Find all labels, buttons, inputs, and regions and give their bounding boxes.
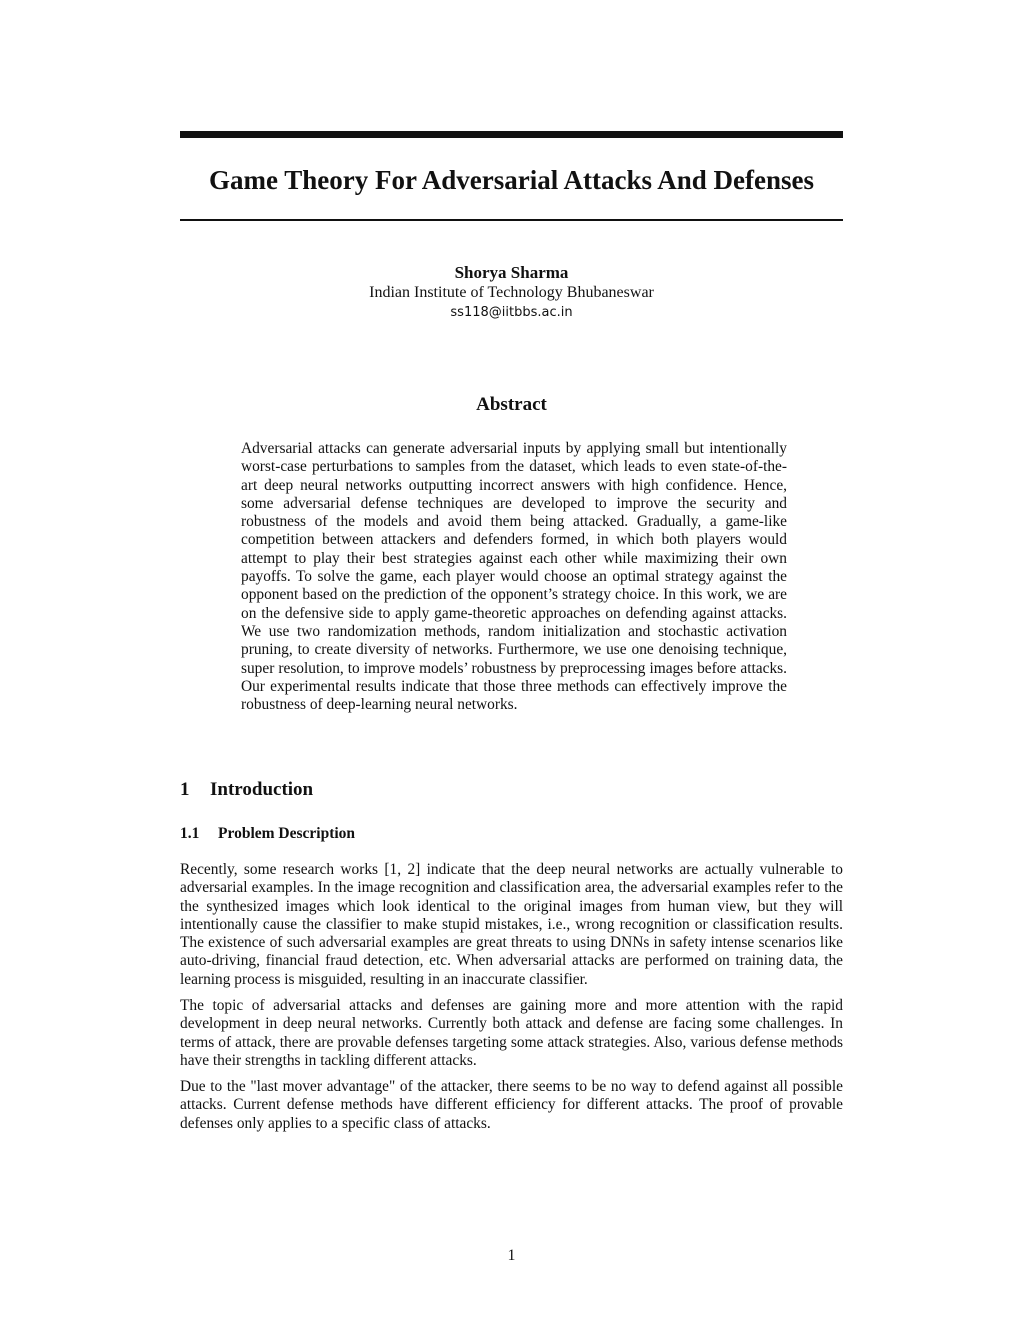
paper-title: Game Theory For Adversarial Attacks And Defenses xyxy=(209,165,814,195)
author-email: ss118@iitbbs.ac.in xyxy=(450,305,573,320)
section-heading-introduction xyxy=(180,778,313,802)
page-number: 1 xyxy=(507,1247,516,1264)
subsection-heading-problem-description xyxy=(180,824,355,844)
body-paragraph: Recently, some research works [1, 2] indicate that the deep neural networks are actually vulnerable to adversarial examples. In the image recognition and classification area, the adversarial examples refer to the the synthesized images which look identical to the original images from human view, but they will intentionally cause the classifier to make stupid mistakes, i.e., wrong recognition or classification results. The existence of such adversarial examples are great threats to using DNNs in safety intense scenarios like auto-driving, financial fraud detection, etc. When adversarial attacks are performed on training data, the learning process is misguided, resulting in an inaccurate classifier. xyxy=(180,861,843,988)
section-number: 1 xyxy=(180,779,190,800)
author-name: Shorya Sharma xyxy=(454,263,569,282)
author-affiliation: Indian Institute of Technology Bhubaneswar xyxy=(369,284,654,301)
section-title: Introduction xyxy=(210,779,314,800)
subsection-title: Problem Description xyxy=(218,825,356,842)
abstract-text: Adversarial attacks can generate adversarial inputs by applying small but intentionally worst-case perturbations to samples from the dataset, which leads to even state-of-the-art deep neural networks outputting incorrect answers with high confidence. Hence, some adversarial defense techniques are developed to improve the security and robustness of the models and avoid them being attacked. Gradually, a game-like competition between attackers and defenders formed, in which both players would attempt to play their best strategies against each other while maximizing their own payoffs. To solve the game, each player would choose an optimal strategy against the opponent based on the prediction of the opponent’s strategy choice. In this work, we are on the defensive side to apply game-theoretic approaches on defending against attacks. We use two randomization methods, random initialization and stochastic activation pruning, to create diversity of networks. Furthermore, we use one denoising technique, super resolution, to improve models’ robustness by preprocessing images before attacks. Our experimental results indicate that those three methods can effectively improve the robustness of deep-learning neural networks. xyxy=(241,440,787,714)
title-bottom-rule xyxy=(180,219,843,221)
title-top-rule xyxy=(180,131,843,138)
author-block xyxy=(180,262,843,323)
abstract-heading: Abstract xyxy=(476,394,547,415)
body-paragraph: The topic of adversarial attacks and defenses are gaining more and more attention with the rapid development in deep neural networks. Currently both attack and defense are facing some challenges. In terms of attack, there are provable defenses targeting some attack strategies. Also, various defense methods have their strengths in tackling different attacks. xyxy=(180,997,843,1069)
body-paragraph: Due to the "last mover advantage" of the attacker, there seems to be no way to defend against all possible attacks. Current defense methods have different efficiency for different attacks. The proof of provable defenses only applies to a specific class of attacks. xyxy=(180,1078,843,1132)
subsection-number: 1.1 xyxy=(180,825,200,842)
